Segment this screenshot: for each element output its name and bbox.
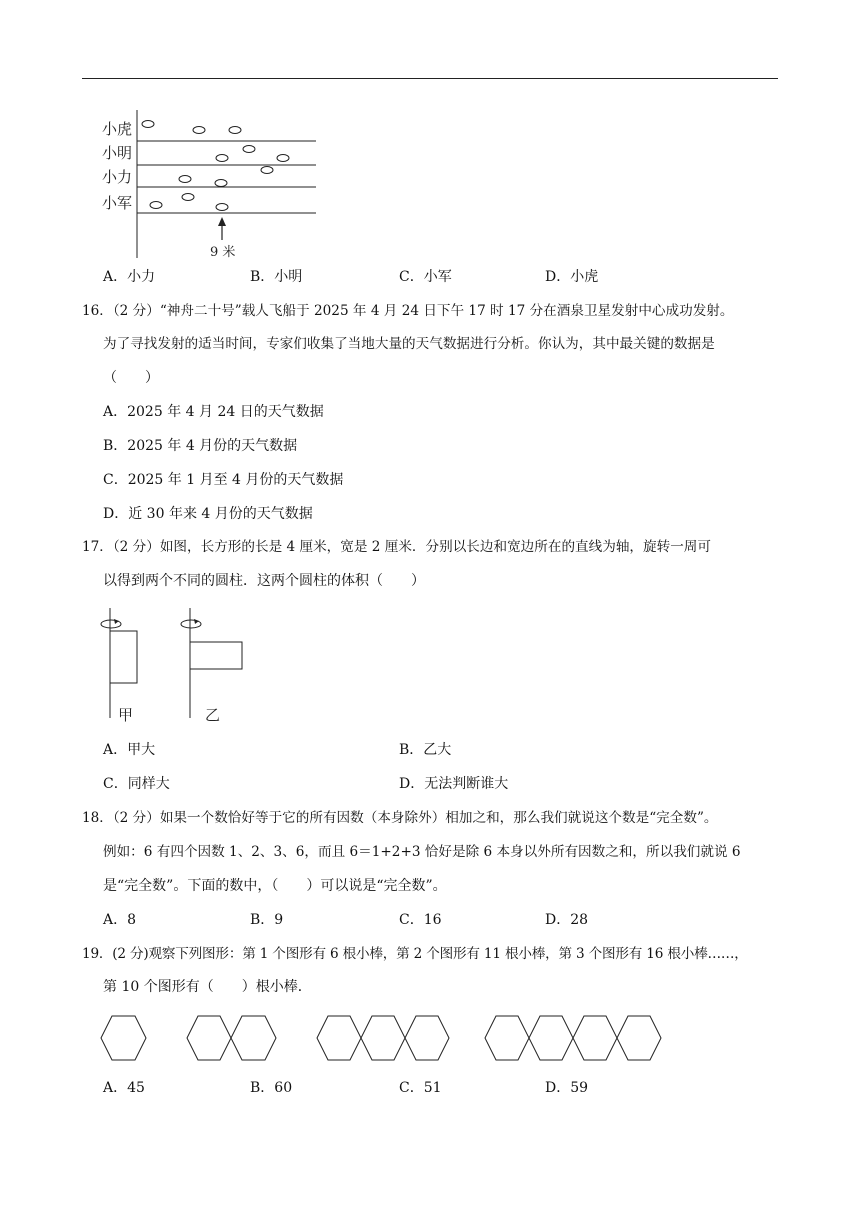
figure-name-xiaojun: 小军 [102,194,133,212]
q19-stem-line2: 第 10 个图形有（ ）根小棒． [103,979,312,995]
q17-option-b[interactable]: B．乙大 [399,742,452,758]
hexagon-1-1 [101,1016,146,1060]
q19-stem-line1: 19．(2 分)观察下列图形：第 1 个图形有 6 根小棒，第 2 个图形有 11 根小棒，第 3 个图形有 16 根小棒……， [82,946,748,962]
q16-stem-line1: 16．（2 分）“神舟二十号”载人飞船于 2025 年 4 月 24 日下午 17 时 17 分在酒泉卫星发射中心成功发射。 [82,303,734,319]
figure-name-xiaoli: 小力 [102,168,133,186]
q15-option-d[interactable]: D．小虎 [545,269,599,285]
q19-option-a[interactable]: A．45 [103,1080,145,1096]
hexagon-pattern-figure [95,1008,670,1068]
distance-label: 9 米 [210,245,236,260]
hexagon-3-2 [361,1016,405,1060]
q16-option-d[interactable]: D．近 30 年来 4 月份的天气数据 [103,506,313,522]
q16-option-c[interactable]: C．2025 年 1 月至 4 月份的天气数据 [103,472,344,488]
mark-xiaoming-2 [216,155,228,162]
hexagon-2-1 [187,1016,231,1060]
rectangle-a [110,631,137,683]
q17-stem-line1: 17．（2 分）如图，长方形的长是 4 厘米，宽是 2 厘米．分别以长边和宽边所在的直线为轴，旋转一周可 [82,539,711,555]
q16-option-a[interactable]: A．2025 年 4 月 24 日的天气数据 [103,404,324,420]
hexagon-3-1 [317,1016,361,1060]
q15-option-b[interactable]: B．小明 [250,269,303,285]
hexagon-4-4 [617,1016,661,1060]
q17-option-c[interactable]: C．同样大 [103,776,170,792]
rotation-figure [95,604,255,726]
mark-xiaohu-2 [193,127,205,134]
mark-xiaohu-1 [142,121,154,128]
q18-option-d[interactable]: D．28 [545,912,589,928]
mark-xiaojun-1 [182,194,194,201]
q18-option-b[interactable]: B．9 [250,912,284,928]
q17-option-a[interactable]: A．甲大 [103,742,156,758]
mark-xiaoming-3 [277,155,289,162]
hexagon-4-3 [573,1016,617,1060]
q18-stem-line1: 18．（2 分）如果一个数恰好等于它的所有因数（本身除外）相加之和，那么我们就说这个数是“完全数”。 [82,810,718,826]
mark-xiaojun-2 [150,202,162,209]
mark-xiaoli-2 [179,176,191,183]
q18-stem-line3: 是“完全数”。下面的数中，（ ）可以说是“完全数”。 [103,878,447,894]
hexagon-3-3 [405,1016,449,1060]
header-rule [82,78,778,79]
mark-xiaoli-1 [261,167,273,174]
hexagon-4-2 [529,1016,573,1060]
q18-stem-line2: 例如：6 有四个因数 1、2、3、6，而且 6＝1+2+3 恰好是除 6 本身以外所有因数之和，所以我们就说 6 [103,844,741,860]
q16-stem-line2: 为了寻找发射的适当时间，专家们收集了当地大量的天气数据进行分析。你认为，其中最关键的数据是 [103,336,715,352]
q19-option-b[interactable]: B．60 [250,1080,293,1096]
label-jia: 甲 [118,706,134,724]
mark-xiaohu-3 [229,127,241,134]
q17-stem-line2: 以得到两个不同的圆柱．这两个圆柱的体积（ ） [103,573,425,589]
q16-option-b[interactable]: B．2025 年 4 月份的天气数据 [103,438,298,454]
q17-option-d[interactable]: D．无法判断谁大 [399,776,509,792]
arrow-up-icon [218,217,226,226]
q19-option-d[interactable]: D．59 [545,1080,589,1096]
q19-option-c[interactable]: C．51 [399,1080,442,1096]
mark-xiaoming-1 [243,146,255,153]
q18-option-a[interactable]: A．8 [103,912,137,928]
figure-name-xiaoming: 小明 [102,144,133,162]
jump-marks-figure [98,106,323,262]
hexagon-2-2 [231,1016,276,1060]
q15-option-a[interactable]: A．小力 [103,269,156,285]
label-yi: 乙 [205,706,221,724]
hexagon-4-1 [485,1016,529,1060]
q15-option-c[interactable]: C．小军 [399,269,452,285]
q16-stem-line3: （ ） [103,370,159,386]
q18-option-c[interactable]: C．16 [399,912,442,928]
figure-name-xiaohu: 小虎 [102,120,133,138]
mark-xiaojun-3 [216,204,228,211]
mark-xiaoli-3 [215,180,227,187]
rectangle-b [190,642,242,669]
